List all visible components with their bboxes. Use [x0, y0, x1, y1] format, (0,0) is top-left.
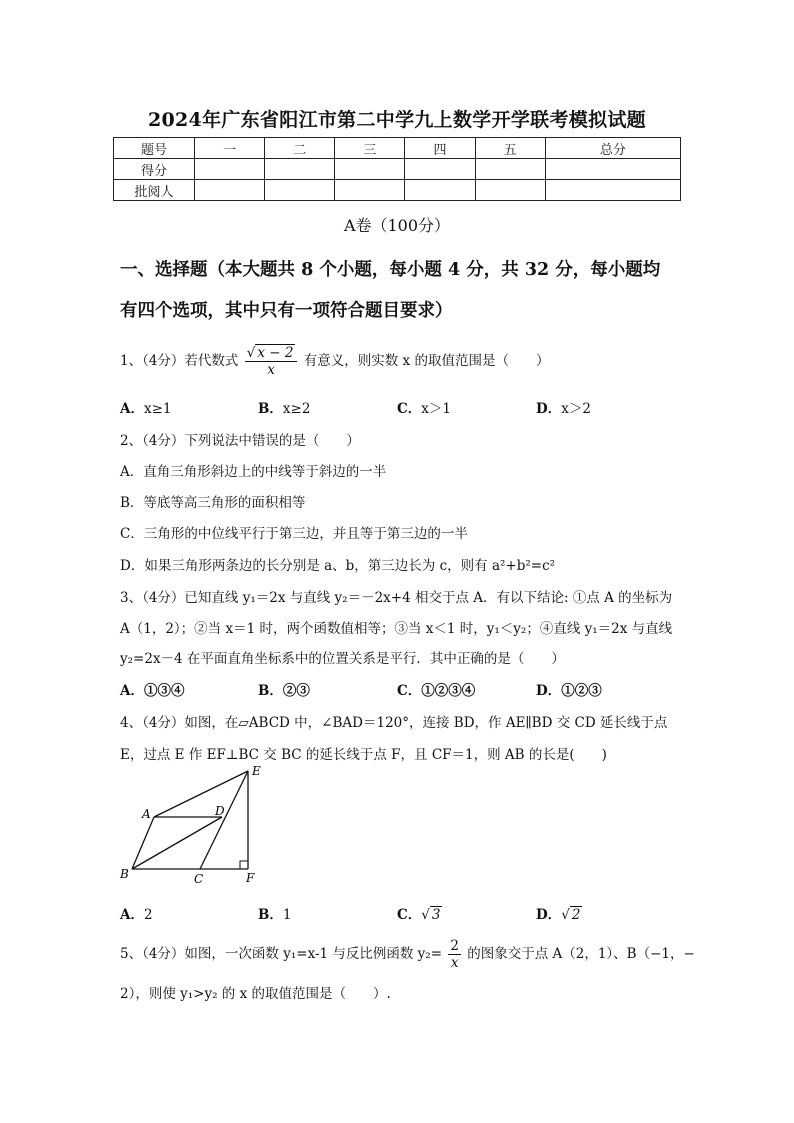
reviewer-row — [114, 180, 681, 201]
line-ce — [200, 771, 248, 869]
question-1-stem — [120, 345, 549, 378]
q3-option-d[interactable]: D．①②③ — [536, 683, 602, 699]
score-cell[interactable] — [195, 159, 265, 180]
reviewer-cell[interactable] — [545, 180, 680, 201]
row-label: 得分 — [114, 159, 195, 180]
line-ba — [132, 817, 154, 869]
q1-suffix: 有意义，则实数 x 的取值范围是（ ） — [303, 353, 550, 369]
line-bd — [132, 817, 222, 869]
score-cell[interactable] — [405, 159, 475, 180]
label-c: C — [194, 872, 204, 886]
q3-option-a[interactable]: A．①③④ — [120, 683, 185, 699]
q4-option-d[interactable]: D．√ 2 — [536, 907, 581, 923]
score-table-header-row — [114, 138, 681, 159]
question-5-line1 — [120, 938, 695, 971]
header-cell: 总分 — [545, 138, 680, 159]
q1-option-c[interactable]: C．x＞1 — [397, 401, 451, 417]
question-3-line2: A（1，2）；②当 x＝1 时，两个函数值相等；③当 x＜1 时，y₁＜y₂；④直线 y₁＝2x 与直线 — [120, 621, 673, 637]
q5-fraction — [448, 938, 461, 971]
header-cell: 四 — [405, 138, 475, 159]
page-title: 2024年广东省阳江市第二中学九上数学开学联考模拟试题 — [148, 109, 646, 131]
q1-prefix: 1、（4分）若代数式 — [120, 353, 239, 369]
question-4-line2: E，过点 E 作 EF⊥BC 交 BC 的延长线于点 F，且 CF＝1，则 AB 的长是( ) — [120, 747, 607, 763]
q1-option-d[interactable]: D．x＞2 — [536, 401, 591, 417]
question-3-line1: 3、（4分）已知直线 y₁＝2x 与直线 y₂＝－2x+4 相交于点 A．有以下结论: ①点 A 的坐标为 — [120, 590, 673, 606]
question-4-line1: 4、（4分）如图，在▱ABCD 中，∠BAD＝120°，连接 BD，作 AE∥BD 交 CD 延长线于点 — [120, 715, 668, 731]
header-cell: 一 — [195, 138, 265, 159]
q5-prefix: 5、（4分）如图，一次函数 y₁=x-1 与反比例函数 y₂= — [120, 946, 443, 962]
reviewer-cell[interactable] — [405, 180, 475, 201]
q4-option-c[interactable]: C．√ 3 — [397, 907, 441, 923]
q1-frac-den: x — [267, 362, 275, 378]
right-angle-mark — [240, 861, 248, 869]
q2-option-d[interactable]: D．如果三角形两条边的长分别是 a、b，第三边长为 c，则有 a²+b²=c² — [120, 558, 556, 574]
parallelogram-figure — [118, 762, 268, 887]
score-row — [114, 159, 681, 180]
section1-heading-line2: 有四个选项，其中只有一项符合题目要求） — [120, 301, 453, 321]
label-f: F — [246, 871, 255, 885]
reviewer-cell[interactable] — [335, 180, 405, 201]
question-2-stem: 2、（4分）下列说法中错误的是（ ） — [120, 433, 360, 449]
question-3-line3: y₂=2x－4 在平面直角坐标系中的位置关系是平行．其中正确的是（ ） — [120, 651, 565, 667]
score-table — [113, 137, 681, 201]
reviewer-cell[interactable] — [195, 180, 265, 201]
label-b: B — [120, 867, 129, 881]
score-cell[interactable] — [545, 159, 680, 180]
q4-option-a[interactable]: A．2 — [120, 907, 153, 923]
q2-option-b[interactable]: B．等底等高三角形的面积相等 — [120, 495, 306, 511]
q1-fraction: $\frac{√ x - 2}{x}$ — [245, 345, 298, 378]
label-a: A — [142, 807, 151, 821]
q5-frac-num: 2 — [450, 938, 459, 954]
score-cell[interactable] — [475, 159, 545, 180]
score-cell[interactable] — [265, 159, 335, 180]
label-e: E — [252, 764, 261, 778]
header-cell: 五 — [475, 138, 545, 159]
q3-option-b[interactable]: B．②③ — [258, 683, 310, 699]
q1-option-b[interactable]: B．x≥2 — [258, 401, 311, 417]
q2-option-a[interactable]: A．直角三角形斜边上的中线等于斜边的一半 — [120, 464, 387, 480]
header-cell: 三 — [335, 138, 405, 159]
q1-option-a[interactable]: A．x≥1 — [120, 401, 172, 417]
section-a-heading: A卷（100分） — [343, 216, 451, 235]
reviewer-cell[interactable] — [475, 180, 545, 201]
q2-option-c[interactable]: C．三角形的中位线平行于第三边，并且等于第三边的一半 — [120, 526, 468, 542]
label-d: D — [215, 804, 225, 818]
section1-heading-line1: 一、选择题（本大题共 8 个小题，每小题 4 分，共 32 分，每小题均 — [120, 260, 661, 280]
row-label: 批阅人 — [114, 180, 195, 201]
q1-frac-num: x − 2 — [257, 345, 294, 361]
q5-suffix: 的图象交于点 A（2，1）、B（−1，− — [467, 946, 695, 962]
q4-option-b[interactable]: B．1 — [258, 907, 292, 923]
header-cell: 题号 — [114, 138, 195, 159]
q3-option-c[interactable]: C．①②③④ — [397, 683, 476, 699]
reviewer-cell[interactable] — [265, 180, 335, 201]
score-cell[interactable] — [335, 159, 405, 180]
q5-frac-den: x — [450, 955, 459, 971]
line-ae — [154, 771, 248, 817]
question-5-line2: 2），则使 y₁>y₂ 的 x 的取值范围是（ ）. — [120, 986, 391, 1002]
header-cell: 二 — [265, 138, 335, 159]
